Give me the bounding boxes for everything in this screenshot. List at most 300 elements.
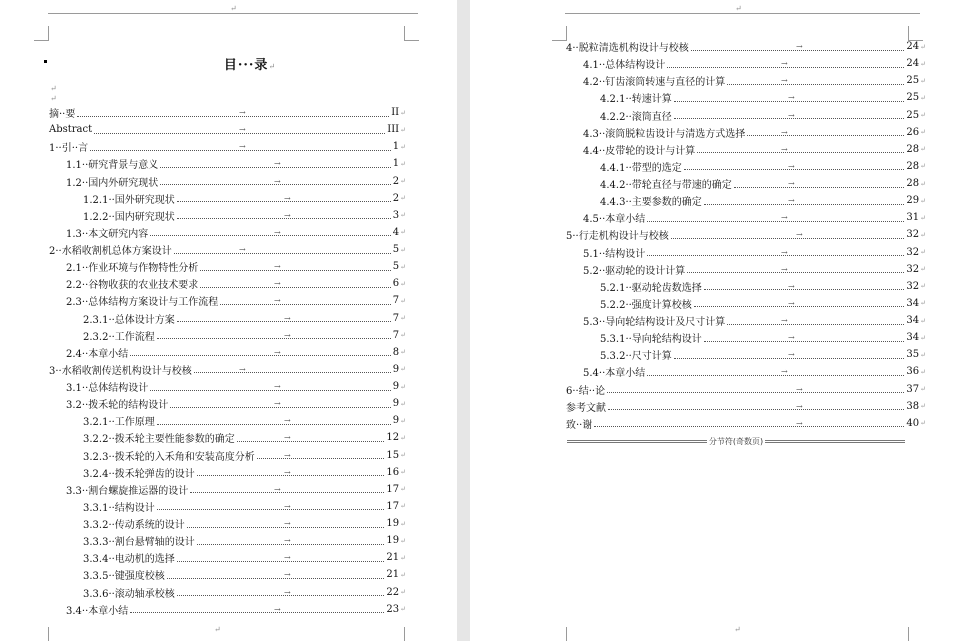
toc-entry-page: 25 <box>906 92 920 104</box>
toc-entry[interactable] <box>566 55 926 72</box>
dot-leader <box>157 337 391 339</box>
toc-entry-label: 4.4··皮带轮的设计与计算 <box>583 145 696 157</box>
tab-arrow-icon: → <box>788 350 795 360</box>
tab-arrow-icon: → <box>284 519 291 528</box>
toc-entry-label: 1.3··本文研究内容 <box>66 228 149 240</box>
toc-entry-page: 34 <box>906 332 920 344</box>
dot-leader <box>167 577 385 579</box>
tab-arrow-icon: → <box>274 159 281 169</box>
toc-right <box>566 38 926 432</box>
tab-arrow-icon: → <box>788 179 795 188</box>
toc-entry[interactable] <box>49 515 406 532</box>
para-mark: ↵ <box>400 485 406 494</box>
para-mark: ↵ <box>920 265 926 274</box>
toc-entry-page: 5 <box>392 261 400 273</box>
toc-entry-label: 3.3.5··键强度校核 <box>83 571 165 583</box>
tab-arrow-icon: → <box>796 42 803 51</box>
para-mark: ↵ <box>920 162 926 171</box>
toc-entry-label: 4··脱粒清选机构设计与校核 <box>566 43 689 55</box>
toc-entry[interactable] <box>49 173 406 190</box>
toc-entry-label: 3.3··割台螺旋推运器的设计 <box>66 485 189 497</box>
toc-entry[interactable] <box>566 89 926 106</box>
toc-entry[interactable] <box>566 415 926 432</box>
toc-entry-page: 19 <box>386 535 400 547</box>
para-mark: ↵ <box>920 76 926 85</box>
toc-entry-label: 6··结··论 <box>566 385 606 397</box>
toc-entry-label: 1··引··言 <box>49 143 89 155</box>
toc-entry[interactable] <box>49 498 406 515</box>
toc-entry-page: 7 <box>392 329 400 341</box>
dot-leader <box>130 354 390 356</box>
page-gutter <box>457 0 470 641</box>
para-mark: ↵ <box>400 502 406 511</box>
para-mark: ↵ <box>400 262 406 271</box>
para-mark: ↵ <box>920 128 926 137</box>
toc-entry[interactable] <box>566 226 926 243</box>
tab-arrow-icon: → <box>274 279 281 289</box>
crop-mark <box>404 26 419 41</box>
toc-entry-page: 19 <box>386 518 400 530</box>
toc-entry-label: 3.4··本章小结 <box>66 605 129 617</box>
toc-entry-page: 34 <box>906 315 920 327</box>
tab-arrow-icon: → <box>239 245 246 254</box>
toc-entry[interactable] <box>49 549 406 566</box>
crop-mark <box>552 627 567 641</box>
toc-entry[interactable] <box>566 346 926 363</box>
dot-leader <box>727 83 904 85</box>
toc-entry-page: 6 <box>392 278 400 290</box>
toc-entry-page: 35 <box>906 349 920 361</box>
dot-leader <box>704 340 905 342</box>
para-mark: ↵ <box>400 194 406 203</box>
toc-entry-label: Abstract <box>49 124 93 136</box>
tab-arrow-icon: → <box>781 127 788 137</box>
toc-entry-page: 24 <box>906 58 920 70</box>
para-mark: ↵ <box>400 296 406 305</box>
para-mark: ↵ <box>400 468 406 477</box>
tab-arrow-icon: → <box>274 484 281 494</box>
toc-entry-page: 25 <box>906 109 920 121</box>
tab-arrow-icon: → <box>284 587 291 597</box>
para-mark: ↵ <box>400 314 406 323</box>
toc-entry-page: 32 <box>906 229 920 241</box>
toc-entry-label: 3.2.4··拨禾轮弹齿的设计 <box>83 468 195 480</box>
dot-leader <box>177 560 385 562</box>
toc-entry[interactable] <box>566 363 926 380</box>
tab-arrow-icon: → <box>788 333 795 343</box>
section-break <box>567 437 905 445</box>
toc-entry-label: 1.2.1··国外研究现状 <box>83 194 175 206</box>
tab-arrow-icon: → <box>781 316 788 325</box>
dot-leader <box>647 374 904 376</box>
toc-entry[interactable] <box>49 190 406 207</box>
toc-entry[interactable] <box>49 412 406 429</box>
dot-leader <box>200 286 390 288</box>
para-mark: ↵ <box>920 316 926 325</box>
toc-title: 目···录↵ <box>223 58 277 73</box>
toc-entry[interactable] <box>566 312 926 329</box>
toc-entry-page: 32 <box>906 246 920 258</box>
toc-entry-label: 5.3.2··尺寸计算 <box>600 351 672 363</box>
toc-entry-page: 9 <box>392 415 400 427</box>
para-mark: ↵ <box>920 402 926 411</box>
toc-entry-page: 38 <box>906 400 920 412</box>
toc-entry[interactable] <box>49 378 406 395</box>
para-mark: ↵ <box>400 331 406 340</box>
para-mark: ↵ <box>400 279 406 288</box>
toc-entry[interactable] <box>566 124 926 141</box>
header-para-mark: ↵ <box>735 4 742 13</box>
toc-entry[interactable] <box>49 138 406 155</box>
toc-entry-label: 1.2··国内外研究现状 <box>66 177 159 189</box>
toc-entry-label: 2.1··作业环境与作物特性分析 <box>66 263 199 275</box>
toc-entry-page: II <box>391 107 400 119</box>
toc-entry[interactable] <box>566 175 926 192</box>
dot-leader <box>157 508 385 510</box>
list-bullet <box>44 60 47 63</box>
toc-entry-page: 40 <box>906 417 920 429</box>
toc-entry-page: 9 <box>392 363 400 375</box>
toc-entry-label: 3.2.2··拨禾轮主要性能参数的确定 <box>83 434 235 446</box>
toc-entry[interactable] <box>49 104 406 121</box>
tab-arrow-icon: → <box>239 108 246 117</box>
toc-entry[interactable] <box>566 107 926 124</box>
para-mark: ↵ <box>920 213 926 222</box>
tab-arrow-icon: → <box>796 384 803 394</box>
toc-entry[interactable] <box>49 464 406 481</box>
toc-entry-label: 3.3.1··结构设计 <box>83 502 155 514</box>
toc-entry-page: 28 <box>906 160 920 172</box>
page-right <box>470 0 963 641</box>
dot-leader <box>150 389 390 391</box>
para-mark: ↵ <box>400 108 406 117</box>
toc-entry-page: 32 <box>906 263 920 275</box>
toc-entry[interactable] <box>49 447 406 464</box>
tab-arrow-icon: → <box>796 418 803 428</box>
toc-entry-page: 7 <box>392 312 400 324</box>
para-mark: ↵ <box>920 350 926 359</box>
toc-entry-label: 摘··要 <box>49 109 76 121</box>
toc-entry-page: 29 <box>906 195 920 207</box>
toc-entry-page: 34 <box>906 297 920 309</box>
tab-arrow-icon: → <box>284 450 291 460</box>
para-mark: ↵ <box>400 605 406 614</box>
toc-entry-label: 致··谢 <box>566 419 593 431</box>
crop-mark <box>34 26 49 41</box>
toc-entry-page: III <box>387 124 400 136</box>
toc-entry-label: 4.5··本章小结 <box>583 214 646 226</box>
toc-entry[interactable] <box>49 292 406 309</box>
dot-leader <box>697 151 904 153</box>
toc-entry-page: 24 <box>906 41 920 53</box>
tab-arrow-icon: → <box>274 347 281 357</box>
dot-leader <box>257 457 385 459</box>
dot-leader <box>150 234 390 236</box>
para-mark: ↵ <box>400 399 406 408</box>
dot-leader <box>694 305 905 307</box>
toc-entry[interactable] <box>49 361 406 378</box>
tab-arrow-icon: → <box>788 298 795 308</box>
dot-leader <box>607 391 904 393</box>
para-mark: ↵ <box>400 570 406 579</box>
footer-para-mark: ↵ <box>214 625 221 634</box>
toc-entry-label: 2.3··总体结构方案设计与工作流程 <box>66 297 219 309</box>
toc-entry[interactable] <box>566 295 926 312</box>
tab-arrow-icon: → <box>274 604 281 614</box>
crop-mark <box>552 26 567 41</box>
para-mark: ↵ <box>400 553 406 562</box>
dot-leader <box>647 254 904 256</box>
tab-arrow-icon: → <box>781 367 788 377</box>
toc-entry-label: 3.3.4··电动机的选择 <box>83 554 175 566</box>
toc-entry-page: 1 <box>392 158 400 170</box>
para-mark: ↵ <box>400 177 406 186</box>
tab-arrow-icon: → <box>284 536 291 546</box>
toc-entry-label: 5.2.2··强度计算校核 <box>600 299 692 311</box>
toc-entry-page: 9 <box>392 381 400 393</box>
dot-leader <box>727 323 904 325</box>
toc-entry-page: 21 <box>386 552 400 564</box>
para-mark: ↵ <box>400 348 406 357</box>
toc-entry-label: 5.4··本章小结 <box>583 368 646 380</box>
toc-entry-label: 1.1··研究背景与意义 <box>66 160 159 172</box>
tab-arrow-icon: → <box>781 213 788 223</box>
dot-leader <box>734 186 905 188</box>
toc-entry[interactable] <box>49 241 406 258</box>
toc-entry-page: 22 <box>386 586 400 598</box>
toc-entry-label: 5.2··驱动轮的设计计算 <box>583 265 686 277</box>
tab-arrow-icon: → <box>284 553 291 563</box>
toc-entry[interactable] <box>49 155 406 172</box>
tab-arrow-icon: → <box>274 296 281 306</box>
dot-leader <box>687 271 904 273</box>
toc-entry-page: 36 <box>906 366 920 378</box>
tab-arrow-icon: → <box>239 364 246 374</box>
toc-entry-label: 5··行走机构设计与校核 <box>566 231 669 243</box>
toc-entry-page: 9 <box>392 398 400 410</box>
toc-entry[interactable] <box>49 344 406 361</box>
toc-entry[interactable] <box>49 224 406 241</box>
toc-entry-page: 12 <box>386 432 400 444</box>
dot-leader <box>671 237 905 239</box>
toc-entry-page: 25 <box>906 75 920 87</box>
dot-leader <box>237 440 385 442</box>
para-mark: ↵ <box>400 142 406 151</box>
para-mark: ↵ <box>920 367 926 376</box>
toc-entry[interactable] <box>49 584 406 601</box>
toc-entry-label: 4.2··钉齿滚筒转速与直径的计算 <box>583 77 726 89</box>
toc-entry-page: 15 <box>386 449 400 461</box>
toc-entry-page: 2 <box>392 175 400 187</box>
toc-entry[interactable] <box>566 261 926 278</box>
para-mark: ↵ <box>400 588 406 597</box>
tab-arrow-icon: → <box>274 382 281 391</box>
para-mark: ↵ <box>400 416 406 425</box>
toc-entry-label: 3.2.3··拨禾轮的入禾角和安装高度分析 <box>83 451 255 463</box>
para-mark: ↵ <box>920 419 926 428</box>
toc-entry[interactable] <box>566 141 926 158</box>
toc-entry-page: 21 <box>386 569 400 581</box>
toc-entry-label: 3.3.3··割台悬臂轴的设计 <box>83 537 195 549</box>
toc-entry[interactable] <box>49 310 406 327</box>
toc-entry-page: 8 <box>392 346 400 358</box>
toc-entry-page: 32 <box>906 280 920 292</box>
toc-entry[interactable] <box>49 601 406 618</box>
tab-arrow-icon: → <box>284 501 291 511</box>
toc-entry-label: 3··水稻收割传送机构设计与校核 <box>49 365 192 377</box>
toc-entry[interactable] <box>566 278 926 295</box>
toc-left <box>49 104 406 618</box>
toc-entry-page: 31 <box>906 212 920 224</box>
dot-leader <box>157 423 391 425</box>
toc-entry-label: 5.3.1··导向轮结构设计 <box>600 334 702 346</box>
tab-arrow-icon: → <box>796 401 803 411</box>
crop-mark <box>34 627 49 641</box>
dot-leader <box>174 252 391 254</box>
para-mark: ↵ <box>400 159 406 168</box>
dot-leader <box>177 594 385 596</box>
para-mark: ↵ <box>400 125 406 134</box>
toc-entry-label: 4.2.1··转速计算 <box>600 94 672 106</box>
toc-entry[interactable] <box>566 329 926 346</box>
dot-leader <box>200 269 390 271</box>
dot-leader <box>194 371 391 373</box>
tab-arrow-icon: → <box>284 416 291 426</box>
toc-entry[interactable] <box>566 209 926 226</box>
crop-mark <box>908 627 923 641</box>
tab-arrow-icon: → <box>788 196 795 206</box>
toc-entry[interactable] <box>49 207 406 224</box>
toc-entry[interactable] <box>49 481 406 498</box>
toc-entry[interactable] <box>49 395 406 412</box>
toc-entry-label: 4.4.3··主要参数的确定 <box>600 197 702 209</box>
dot-leader <box>704 203 905 205</box>
tab-arrow-icon: → <box>781 264 788 274</box>
dot-leader <box>77 115 389 117</box>
para-mark: ↵ <box>920 385 926 394</box>
dot-leader <box>130 611 384 613</box>
para-mark: ↵ <box>400 365 406 374</box>
toc-entry-page: 23 <box>386 603 400 615</box>
toc-entry-label: 5.2.1··驱动轮齿数选择 <box>600 282 702 294</box>
toc-entry-page: 2 <box>392 192 400 204</box>
toc-entry[interactable] <box>49 566 406 583</box>
footer-para-mark: ↵ <box>734 625 741 634</box>
para-mark: ↵ <box>400 451 406 460</box>
tab-arrow-icon: → <box>284 193 291 203</box>
tab-arrow-icon: → <box>788 161 795 171</box>
section-break-label: 分节符(奇数页) <box>708 436 764 446</box>
toc-entry-label: 2.3.2··工作流程 <box>83 331 155 343</box>
para-mark: ↵ <box>400 536 406 545</box>
toc-entry[interactable] <box>566 158 926 175</box>
para-mark: ↵ <box>920 179 926 188</box>
tab-arrow-icon: → <box>274 399 281 409</box>
para-mark: ↵ <box>920 248 926 257</box>
toc-entry-label: 4.1··总体结构设计 <box>583 60 666 72</box>
toc-entry-label: 5.3··导向轮结构设计及尺寸计算 <box>583 317 726 329</box>
toc-entry-label: 4.3··滚筒脱粒齿设计与清选方式选择 <box>583 128 746 140</box>
tab-arrow-icon: → <box>796 230 803 240</box>
header-para-mark: ↵ <box>230 4 237 13</box>
para-mark: ↵ <box>400 228 406 237</box>
toc-entry[interactable] <box>49 275 406 292</box>
toc-entry-label: 2.3.1··总体设计方案 <box>83 314 175 326</box>
header-line <box>565 13 920 14</box>
toc-entry-label: 4.4.2··带轮直径与带速的确定 <box>600 180 732 192</box>
dot-leader <box>747 134 904 136</box>
toc-entry[interactable] <box>566 398 926 415</box>
tab-arrow-icon: → <box>239 142 246 152</box>
toc-entry[interactable] <box>566 244 926 261</box>
toc-entry[interactable] <box>566 72 926 89</box>
para-mark: ↵ <box>920 230 926 239</box>
tab-arrow-icon: → <box>274 176 281 186</box>
toc-entry-page: 16 <box>386 466 400 478</box>
para-mark: ↵ <box>400 211 406 220</box>
tab-arrow-icon: → <box>788 93 795 103</box>
toc-entry-label: 参考文献 <box>566 402 606 414</box>
para-mark: ↵ <box>920 93 926 102</box>
toc-entry-label: 4.4.1··带型的选定 <box>600 162 682 174</box>
toc-entry-label: 2.4··本章小结 <box>66 348 129 360</box>
toc-entry[interactable] <box>566 192 926 209</box>
para-mark: ↵ <box>920 145 926 154</box>
para-mark: ↵ <box>920 299 926 308</box>
para-mark: ↵ <box>920 111 926 120</box>
tab-arrow-icon: → <box>274 262 281 272</box>
toc-entry-label: 5.1··结构设计 <box>583 248 646 260</box>
tab-arrow-icon: → <box>788 110 795 120</box>
tab-arrow-icon: → <box>284 210 291 220</box>
toc-entry-label: 2.2··谷物收获的农业技术要求 <box>66 280 199 292</box>
toc-entry[interactable] <box>49 429 406 446</box>
toc-entry-page: 37 <box>906 383 920 395</box>
tab-arrow-icon: → <box>284 313 291 323</box>
tab-arrow-icon: → <box>781 76 788 86</box>
dot-leader <box>190 491 384 493</box>
toc-entry-page: 26 <box>906 126 920 138</box>
toc-entry-label: 3.3.2··传动系统的设计 <box>83 520 185 532</box>
toc-entry[interactable] <box>49 258 406 275</box>
toc-entry-page: 4 <box>392 226 400 238</box>
para-mark: ↵ <box>920 333 926 342</box>
para-mark: ↵ <box>400 433 406 442</box>
empty-para-mark: ↵ <box>50 84 57 93</box>
tab-arrow-icon: → <box>284 330 291 340</box>
toc-entry[interactable] <box>49 532 406 549</box>
toc-entry[interactable] <box>566 38 926 55</box>
dot-leader <box>594 425 904 427</box>
tab-arrow-icon: → <box>781 144 788 154</box>
page-left <box>0 0 457 641</box>
toc-entry[interactable] <box>49 327 406 344</box>
toc-entry-page: 1 <box>392 141 400 153</box>
para-mark: ↵ <box>400 519 406 528</box>
toc-entry-label: 1.2.2··国内研究现状 <box>83 211 175 223</box>
toc-entry[interactable] <box>566 381 926 398</box>
toc-entry-label: 4.2.2··滚筒直径 <box>600 111 672 123</box>
tab-arrow-icon: → <box>239 125 246 135</box>
dot-leader <box>220 303 390 305</box>
toc-entry-label: 3.3.6··滚动轴承校核 <box>83 588 175 600</box>
crop-mark <box>404 627 419 641</box>
toc-entry-label: 3.2.1··工作原理 <box>83 417 155 429</box>
toc-entry-page: 17 <box>386 483 400 495</box>
toc-entry[interactable] <box>49 121 406 138</box>
dot-leader <box>704 288 905 290</box>
toc-entry-label: 2··水稻收割机总体方案设计 <box>49 246 172 258</box>
